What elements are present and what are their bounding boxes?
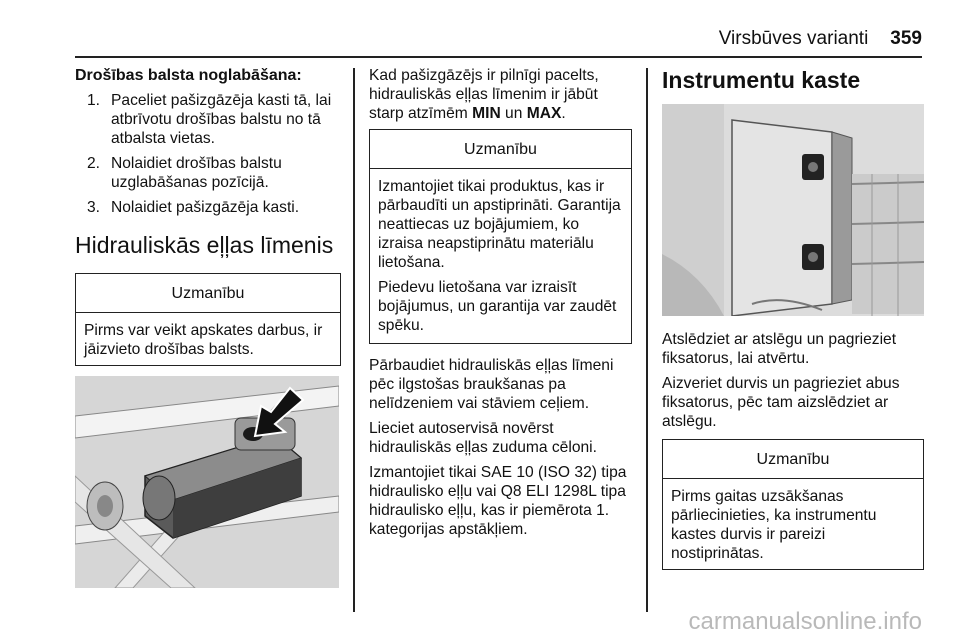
hydraulic-pump-illustration — [75, 376, 339, 588]
paragraph: Izmantojiet tikai SAE 10 (ISO 32) tipa hidraulisko eļļu vai Q8 ELI 1298L tipa hidraulisko eļļu, kas ir piemērota 1. kategorijas apstākļiem. — [369, 464, 627, 538]
paragraph: Lieciet autoservisā novērst hidrauliskās eļļas zuduma cēloni. — [369, 420, 597, 456]
step-item: 3. Nolaidiet pašizgāzēja kasti. — [87, 199, 300, 216]
paragraph: Pārbaudiet hidrauliskās eļļas līmeni pēc ilgstošas braukšanas pa nelīdzeniem vai stāviem ceļiem. — [369, 357, 614, 412]
paragraph: Aizveriet durvis un pagrieziet abus fiksatorus, pēc tam aizslēdziet ar atslēgu. — [662, 375, 900, 430]
section-title-toolbox: Instrumentu kaste — [662, 67, 861, 93]
storage-steps — [75, 91, 341, 217]
toolbox-illustration — [662, 104, 924, 316]
notice-box-2 — [369, 129, 632, 344]
notice-box-3 — [662, 439, 924, 570]
storage-subheading: Drošības balsta noglabāšana: — [75, 67, 302, 84]
notice-body: Pirms var veikt apskates darbus, ir jāizvieto drošības balsts. — [84, 322, 323, 358]
max-mark: MAX — [526, 105, 562, 122]
min-mark: MIN — [472, 105, 501, 122]
column-3 — [662, 66, 924, 580]
column-divider-2 — [646, 68, 648, 612]
notice-box-1 — [75, 273, 341, 366]
header-rule — [75, 56, 922, 58]
notice-body: Pirms gaitas uzsākšanas pārliecinieties, ka instrumentu kastes durvis ir pareizi nostiprinātas. — [671, 488, 877, 562]
oil-level-intro: Kad pašizgāzējs ir pilnīgi pacelts, hidrauliskās eļļas līmenim ir jābūt starp atzīmēm MIN un MAX. — [369, 67, 599, 122]
notice-body: Piedevu lietošana var izraisīt bojājumus, un garantija var zaudēt spēku. — [378, 279, 617, 334]
step-item: 2. Nolaidiet drošības balstu uzglabāšanas pozīcijā. — [87, 155, 282, 191]
page-number: 359 — [890, 28, 922, 49]
page-header — [719, 28, 922, 50]
column-1 — [75, 66, 341, 588]
step-item: 1. Paceliet pašizgāzēja kasti tā, lai atbrīvotu drošības balstu no tā atbalsta vietas. — [87, 92, 332, 147]
section-title-oil-level: Hidrauliskās eļļas līmenis — [75, 232, 334, 258]
column-2 — [369, 66, 632, 545]
notice-title: Uzmanību — [76, 274, 340, 313]
watermark: carmanualsonline.info — [688, 608, 922, 635]
notice-body: Izmantojiet tikai produktus, kas ir pārbaudīti un apstiprināti. Garantija neattiecas uz bojājumiem, ko izraisa neapstiprinātu materiālu lietošana. — [378, 178, 621, 271]
header-title: Virsbūves varianti — [718, 28, 869, 49]
column-divider-1 — [353, 68, 355, 612]
notice-title: Uzmanību — [663, 440, 923, 479]
notice-title: Uzmanību — [370, 130, 631, 169]
paragraph: Atslēdziet ar atslēgu un pagrieziet fiksatorus, lai atvērtu. — [662, 331, 897, 367]
